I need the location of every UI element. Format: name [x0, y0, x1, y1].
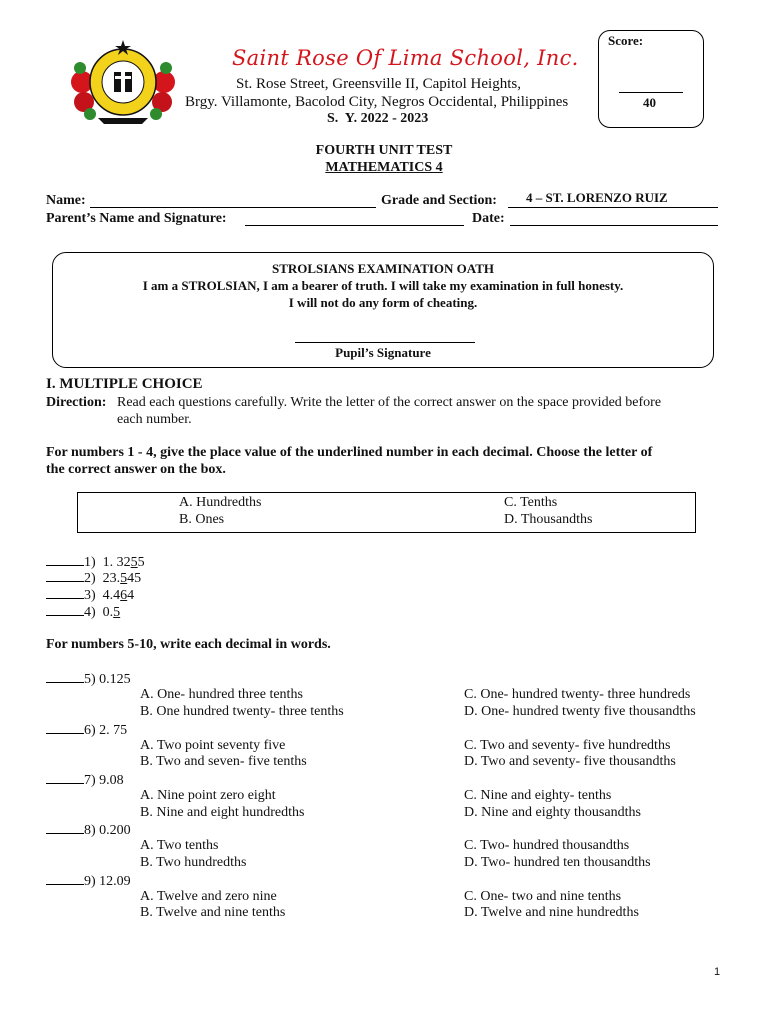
option-d: D. Two- hundred ten thousandths — [464, 855, 651, 870]
test-title: FOURTH UNIT TEST — [315, 143, 453, 158]
decimal-part: 45 — [127, 571, 142, 586]
oath-box — [52, 252, 714, 368]
option-c: C. Two and seventy- five hundredths — [464, 738, 671, 753]
part1-instruction-line1: For numbers 1 - 4, give the place value of the underlined number in each decimal. Choose the letter of — [46, 445, 653, 460]
option-a: A. Twelve and zero nine — [140, 889, 277, 904]
choices-box — [77, 492, 696, 533]
decimal-part: 23. — [102, 571, 121, 586]
grade-value: 4 – ST. LORENZO RUIZ — [526, 190, 668, 205]
question-number: 1) — [84, 555, 96, 570]
choice-b: B. Ones — [179, 512, 225, 527]
school-name: Saint Rose Of Lima School, Inc. — [232, 46, 579, 70]
score-label: Score: — [608, 33, 644, 48]
option-b: B. Two and seven- five tenths — [140, 754, 307, 769]
parent-field[interactable] — [245, 225, 464, 226]
question-3 — [46, 586, 134, 604]
option-b: B. One hundred twenty- three tenths — [140, 704, 344, 719]
option-b: B. Two hundredths — [140, 855, 247, 870]
option-c: C. One- two and nine tenths — [464, 889, 622, 904]
option-d: D. One- hundred twenty five thousandths — [464, 704, 696, 719]
grade-label: Grade and Section: — [381, 193, 497, 208]
decimal-part: 4.4 — [102, 588, 121, 603]
underlined-digit: 5 — [113, 605, 121, 620]
part2-instruction: For numbers 5-10, write each decimal in words. — [46, 637, 331, 652]
answer-blank[interactable] — [46, 670, 84, 683]
option-d: D. Twelve and nine hundredths — [464, 905, 639, 920]
option-d: D. Nine and eighty thousandths — [464, 805, 641, 820]
question-number: 3) — [84, 588, 96, 603]
decimal-part: 4 — [127, 588, 135, 603]
part1-instruction-line2: the correct answer on the box. — [46, 462, 226, 477]
decimal-part: 0. — [102, 605, 114, 620]
answer-blank[interactable] — [46, 771, 84, 784]
direction-text-line1: Read each questions carefully. Write the letter of the correct answer on the space provided before — [117, 395, 662, 410]
name-label: Name: — [46, 193, 86, 208]
answer-blank[interactable] — [46, 821, 84, 834]
option-a: A. One- hundred three tenths — [140, 687, 303, 702]
option-a: A. Two tenths — [140, 838, 219, 853]
score-box — [598, 30, 704, 128]
option-b: B. Nine and eight hundredths — [140, 805, 305, 820]
direction-text-line2: each number. — [117, 412, 192, 427]
direction-label: Direction: — [46, 395, 107, 410]
date-label: Date: — [472, 211, 505, 226]
answer-blank[interactable] — [46, 603, 84, 616]
option-c: C. One- hundred twenty- three hundreds — [464, 687, 691, 702]
answer-blank[interactable] — [46, 721, 84, 734]
question-9 — [46, 872, 131, 890]
section-heading: I. MULTIPLE CHOICE — [46, 376, 203, 392]
school-address-line1: St. Rose Street, Greensville II, Capitol Heights, — [236, 76, 521, 92]
pupil-signature-label: Pupil’s Signature — [335, 345, 431, 360]
answer-blank[interactable] — [46, 586, 84, 599]
question-5 — [46, 670, 131, 688]
school-address-line2: Brgy. Villamonte, Bacolod City, Negros Occidental, Philippines — [185, 94, 569, 110]
question-7 — [46, 771, 124, 789]
question-label: 5) 0.125 — [84, 672, 131, 687]
parent-label: Parent’s Name and Signature: — [46, 211, 227, 226]
underlined-digit: 6 — [120, 588, 128, 603]
choice-c: C. Tenths — [504, 495, 558, 510]
underlined-digit: 5 — [120, 571, 128, 586]
question-4 — [46, 603, 120, 621]
choice-d: D. Thousandths — [504, 512, 593, 527]
date-field[interactable] — [510, 225, 718, 226]
question-6 — [46, 721, 127, 739]
oath-line2: I will not do any form of cheating. — [288, 295, 478, 310]
score-blank[interactable] — [619, 92, 683, 93]
question-label: 9) 12.09 — [84, 874, 131, 889]
answer-blank[interactable] — [46, 553, 84, 566]
page-number: 1 — [714, 966, 721, 978]
question-number: 4) — [84, 605, 96, 620]
option-d: D. Two and seventy- five thousandths — [464, 754, 676, 769]
decimal-part: 1. 32 — [102, 555, 131, 570]
decimal-part: 5 — [137, 555, 145, 570]
question-8 — [46, 821, 131, 839]
answer-blank[interactable] — [46, 569, 84, 582]
oath-title: STROLSIANS EXAMINATION OATH — [271, 261, 494, 276]
question-2 — [46, 569, 141, 587]
name-field[interactable] — [90, 207, 376, 208]
oath-line1: I am a STROLSIAN, I am a bearer of truth. I will take my examination in full honesty. — [142, 278, 624, 293]
question-label: 6) 2. 75 — [84, 723, 128, 738]
score-total: 40 — [643, 95, 656, 110]
option-c: C. Nine and eighty- tenths — [464, 788, 612, 803]
option-a: A. Two point seventy five — [140, 738, 286, 753]
option-c: C. Two- hundred thousandths — [464, 838, 630, 853]
question-label: 7) 9.08 — [84, 773, 124, 788]
school-logo — [68, 38, 178, 126]
school-year: S. Y. 2022 - 2023 — [327, 111, 429, 126]
choice-a: A. Hundredths — [179, 495, 262, 510]
answer-blank[interactable] — [46, 872, 84, 885]
underlined-digit: 5 — [130, 555, 138, 570]
test-subject: MATHEMATICS 4 — [325, 160, 443, 175]
option-a: A. Nine point zero eight — [140, 788, 276, 803]
question-label: 8) 0.200 — [84, 823, 131, 838]
pupil-signature-field[interactable] — [295, 342, 475, 343]
grade-field[interactable] — [508, 207, 718, 208]
option-b: B. Twelve and nine tenths — [140, 905, 286, 920]
question-number: 2) — [84, 571, 96, 586]
